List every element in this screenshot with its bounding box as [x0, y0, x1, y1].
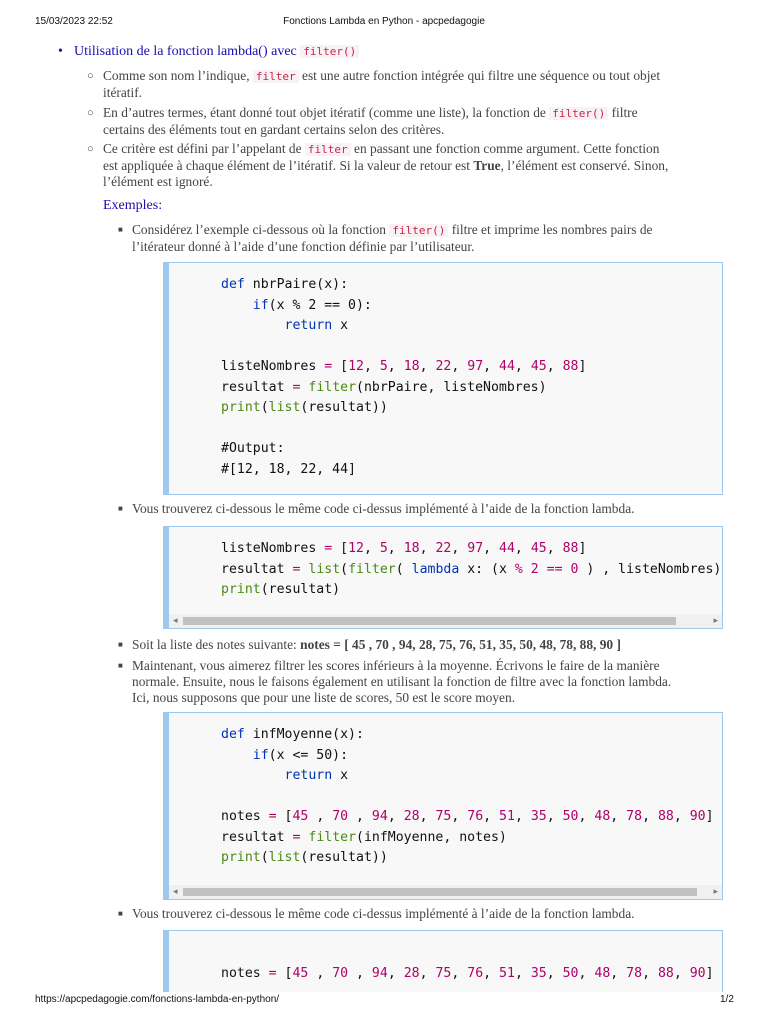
- code-line: notes = [45 , 70 , 94, 28, 75, 76, 51, 35, 50, 48, 78, 88, 90]: [221, 809, 714, 824]
- bullet-dot-icon: •: [58, 44, 63, 59]
- code-keyword: return: [284, 318, 333, 333]
- code-text: x: [340, 768, 349, 783]
- square-bullet-icon: ■: [118, 640, 123, 649]
- section-heading: [58, 44, 359, 60]
- code-block: [163, 712, 723, 900]
- code-comment: #Output:: [221, 441, 285, 456]
- code-comment: #[12, 18, 22, 44]: [221, 461, 356, 477]
- code-text: x: [340, 318, 349, 333]
- code-keyword: return: [284, 768, 333, 783]
- code-text: infMoyenne(x):: [252, 727, 364, 742]
- example-text: Considérez l’exemple ci-dessous où la fonction: [132, 222, 386, 237]
- list-item: [87, 68, 723, 101]
- page-number: 1/2: [720, 994, 734, 1005]
- list-item: [87, 141, 723, 190]
- code-line: print(resultat): [221, 582, 341, 597]
- code-text: nbrPaire(x):: [252, 277, 349, 292]
- square-bullet-icon: ■: [118, 504, 123, 513]
- code-text: (x <= 50):: [268, 747, 349, 763]
- circle-bullet-icon: ○: [87, 107, 94, 119]
- horizontal-scrollbar[interactable]: [169, 885, 722, 899]
- point-text: Comme son nom l’indique,: [103, 68, 250, 83]
- code-content: [221, 275, 586, 480]
- circle-bullet-icon: ○: [87, 70, 94, 82]
- square-bullet-icon: ■: [118, 661, 123, 670]
- scroll-left-icon[interactable]: ◂: [173, 886, 178, 896]
- point-text: certains des éléments tout en gardant certains selon des critères.: [103, 122, 445, 137]
- code-content: [221, 964, 714, 985]
- code-content: [221, 725, 714, 869]
- example-text: filtre et imprime les nombres pairs de: [451, 222, 653, 237]
- code-line: resultat = filter(infMoyenne, notes): [221, 829, 507, 845]
- example-text: Vous trouverez ci-dessous le même code ci-dessus implémenté à l’aide de la fonction lambda.: [132, 906, 635, 921]
- section-heading-code: filter(): [300, 45, 359, 58]
- code-content: [221, 539, 721, 601]
- circle-bullet-icon: ○: [87, 143, 94, 155]
- code-line: resultat = filter(nbrPaire, listeNombres): [221, 379, 547, 395]
- code-block: [163, 526, 723, 629]
- code-keyword: def: [221, 277, 245, 292]
- code-block: [163, 262, 723, 495]
- code-line: print(list(resultat)): [221, 850, 388, 865]
- point-text: est une autre fonction intégrée qui filtre une séquence ou tout objet: [302, 68, 661, 83]
- exemples-heading: Exemples:: [103, 198, 163, 213]
- example-text: normale. Ensuite, nous le faisons également en utilisant la fonction de filtre avec la fonction lambda.: [132, 674, 672, 689]
- bold-text: notes = [ 45 , 70 , 94, 28, 75, 76, 51, 35, 50, 48, 78, 88, 90 ]: [300, 637, 621, 652]
- list-item: [118, 658, 732, 706]
- print-url: https://apcpedagogie.com/fonctions-lambda-en-python/: [35, 994, 280, 1005]
- list-item: [118, 501, 722, 517]
- point-text: En d’autres termes, étant donné tout objet itératif (comme une liste), la fonction de: [103, 105, 546, 120]
- scrollbar-thumb[interactable]: [183, 617, 676, 625]
- point-text: itératif.: [103, 85, 143, 100]
- code-text: (x % 2 == 0):: [268, 297, 372, 313]
- scroll-right-icon[interactable]: ▸: [713, 886, 718, 896]
- example-text: Vous trouverez ci-dessous le même code ci-dessus implémenté à l’aide de la fonction lambda.: [132, 501, 635, 516]
- code-block: [163, 930, 723, 992]
- list-item: [118, 637, 722, 653]
- scrollbar-thumb[interactable]: [183, 888, 697, 896]
- point-text: Ce critère est défini par l’appelant de: [103, 141, 302, 156]
- point-text: l’élément est ignoré.: [103, 174, 213, 189]
- example-text: Ici, nous supposons que pour une liste de scores, 50 est le score moyen.: [132, 690, 516, 705]
- code-line: notes = [45 , 70 , 94, 28, 75, 76, 51, 35, 50, 48, 78, 88, 90]: [221, 966, 714, 981]
- code-line: print(list(resultat)): [221, 400, 388, 415]
- inline-code: filter(): [389, 224, 448, 237]
- example-text: Maintenant, vous aimerez filtrer les scores inférieurs à la moyenne. Écrivons le faire de la manière: [132, 658, 660, 673]
- list-item: [87, 105, 723, 138]
- point-text: en passant une fonction comme argument. Cette fonction: [354, 141, 660, 156]
- example-text: l’itérateur donné à l’aide d’une fonction définie par l’utilisateur.: [132, 239, 475, 254]
- scroll-left-icon[interactable]: ◂: [173, 615, 178, 625]
- bold-text: True: [473, 158, 501, 173]
- list-item: [118, 222, 722, 255]
- list-item: [118, 906, 722, 922]
- square-bullet-icon: ■: [118, 909, 123, 918]
- horizontal-scrollbar[interactable]: [169, 614, 722, 628]
- point-text: filtre: [611, 105, 638, 120]
- code-keyword: if: [252, 747, 269, 763]
- point-text: est appliquée à chaque élément de l’itératif. Si la valeur de retour est: [103, 158, 470, 173]
- inline-code: filter: [305, 143, 351, 156]
- point-text: , l’élément est conservé. Sinon,: [500, 158, 669, 173]
- code-line: listeNombres = [12, 5, 18, 22, 97, 44, 45, 88]: [221, 359, 587, 374]
- section-heading-text: Utilisation de la fonction lambda() avec: [74, 44, 297, 59]
- inline-code: filter(): [549, 107, 608, 120]
- code-line: resultat = list(filter( lambda x: (x % 2 == 0 ) , listeNombres): [221, 561, 722, 577]
- inline-code: filter: [253, 70, 299, 83]
- code-keyword: def: [221, 727, 245, 742]
- code-keyword: if: [252, 297, 269, 313]
- print-title: Fonctions Lambda en Python - apcpedagogie: [283, 16, 485, 27]
- code-line: listeNombres = [12, 5, 18, 22, 97, 44, 45, 88]: [221, 541, 587, 556]
- square-bullet-icon: ■: [118, 225, 123, 234]
- print-datetime: 15/03/2023 22:52: [35, 16, 113, 27]
- example-text: Soit la liste des notes suivante:: [132, 637, 297, 652]
- scroll-right-icon[interactable]: ▸: [713, 615, 718, 625]
